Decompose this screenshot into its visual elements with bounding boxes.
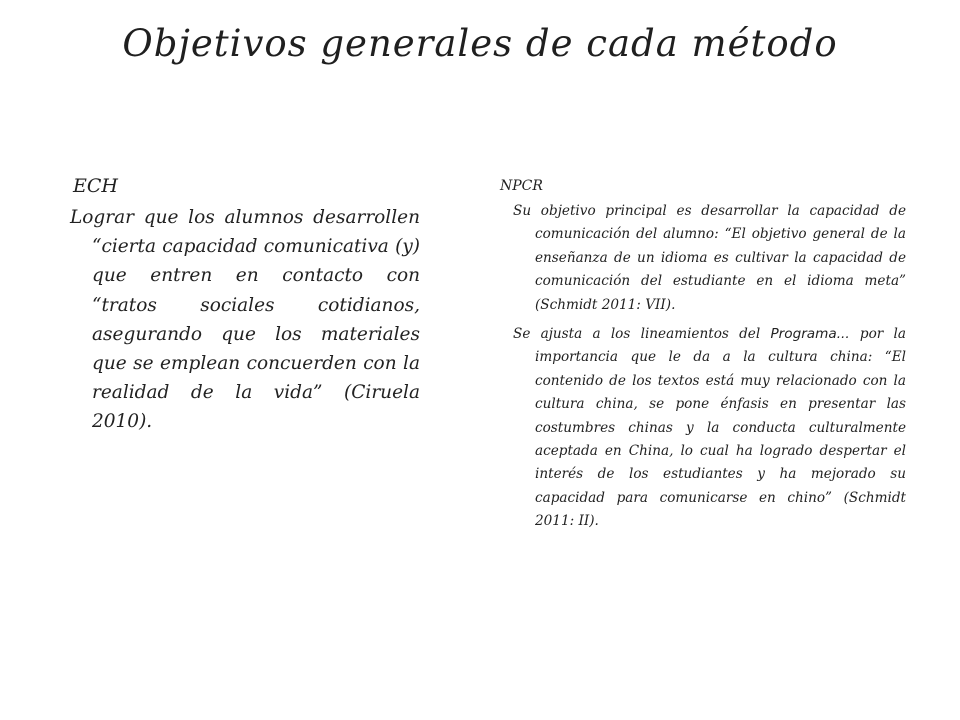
npcr-column <box>500 178 906 540</box>
npcr-culture-suffix: por la importancia que le da a la cultura china: “El contenido de los textos está muy relacionado con la cultura china, se pone énfasis en presentar las costumbres chinas y la conducta culturalmente aceptada en China, lo cual ha logrado despertar el interés de los estudiantes y ha mejorado su capacidad para comunicarse en chino” (Schmidt 2011: II). <box>535 326 906 530</box>
ech-column <box>70 175 420 437</box>
npcr-objective-paragraph: Su objetivo principal es desarrollar la capacidad de comunicación del alumno: “El objetivo general de la enseñanza de un idioma es cultivar la capacidad de comunicación del estudiante en el idioma meta” (Schmidt 2011: VII). <box>513 203 906 313</box>
npcr-heading: NPCR <box>500 178 543 194</box>
ech-heading: ECH <box>73 175 118 197</box>
npcr-culture-paragraph <box>500 323 906 534</box>
programa-emphasis: Programa... <box>770 326 850 343</box>
slide-title: Objetivos generales de cada método <box>122 22 838 65</box>
ech-objective-text: Lograr que los alumnos desarrollen “cierta capacidad comunicativa (y) que entren en contacto con “tratos sociales cotidianos, asegurando que los materiales que se emplean concuerden con la realidad de la vida” (Ciruela 2010). <box>70 207 420 433</box>
npcr-culture-prefix: Se ajusta a los lineamientos del <box>513 326 771 343</box>
